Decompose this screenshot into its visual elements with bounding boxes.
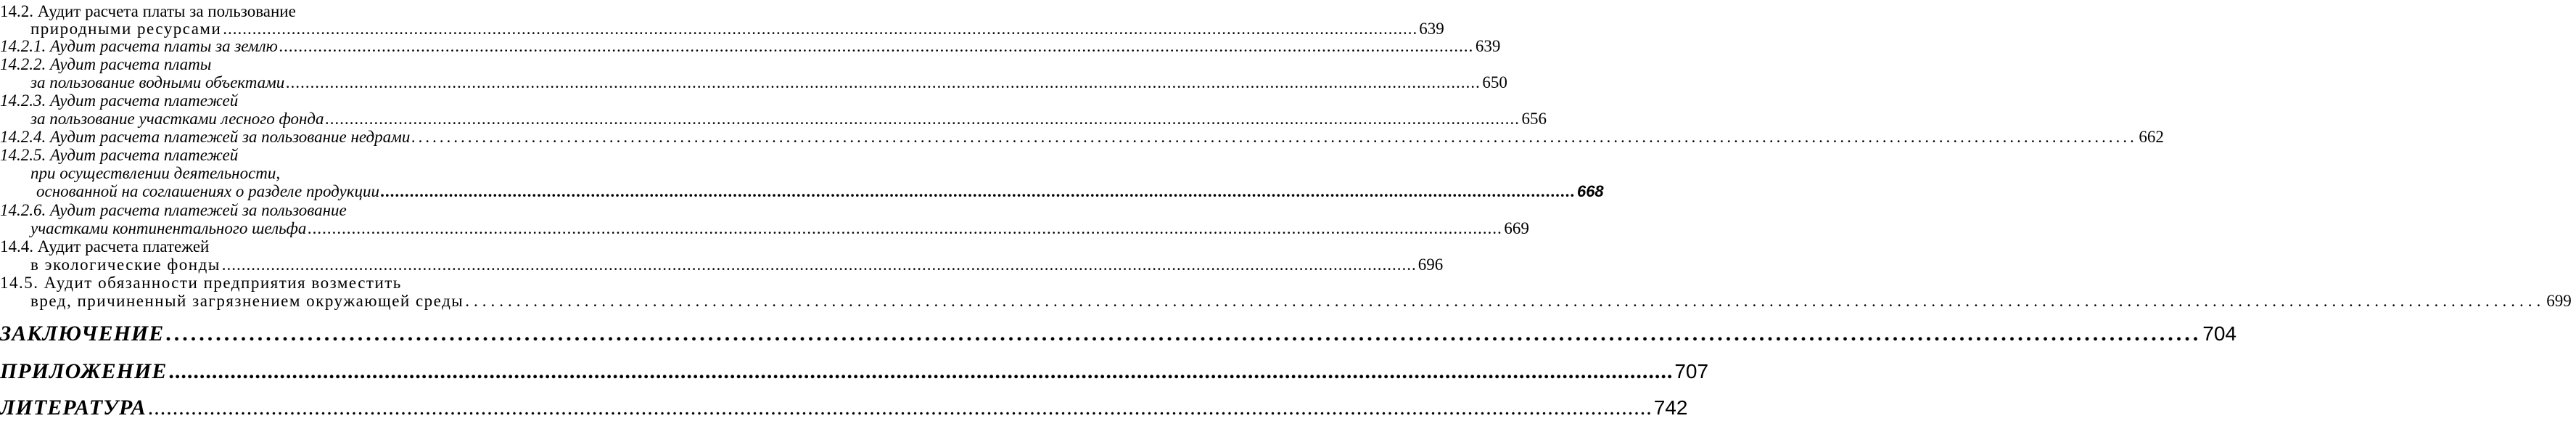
dot-leader [411,128,2137,146]
dot-leader [223,20,1417,38]
toc-entry-label: 14.5. Аудит обязанности предприятия возместить [0,274,402,292]
toc-entry-14-2-6-title [0,202,579,219]
toc-entry-label: за пользование водными объектами [30,73,285,91]
toc-entry-14-2-1 [0,37,1501,55]
dot-leader [381,183,1576,200]
toc-entry-14-5-title [0,274,579,292]
toc-entry-label: 14.2.5. Аудит расчета платежей [0,146,239,164]
toc-entry-14-2-5-line2 [0,165,609,182]
toc-entry-label: ЛИТЕРАТУРА [0,396,147,420]
toc-entry-label: 14.2. Аудит расчета платы за пользование [0,2,296,20]
dot-leader [222,256,1417,274]
toc-page-number: 639 [1419,20,1444,38]
toc-entry-label: 14.2.4. Аудит расчета платежей за пользование недрами [0,128,411,146]
toc-page-number: 656 [1521,110,1547,128]
toc-page-number: 742 [1653,396,1688,419]
toc-entry-literature [0,396,1688,421]
toc-entry-label: при осуществлении деятельности, [30,164,281,182]
toc-entry-label: ЗАКЛЮЧЕНИЕ [0,322,165,346]
toc-page-number: 662 [2139,128,2164,146]
dot-leader [326,110,1521,128]
toc-page-number: 707 [1674,360,1709,383]
toc-entry-label: природными ресурсами [30,20,222,38]
toc-entry-14-2-3-title [0,92,579,110]
toc-page-number: 704 [2202,322,2236,345]
toc-page-number: 650 [1482,73,1507,91]
toc-entry-label: за пользование участками лесного фонда [30,110,324,128]
dot-leader [165,322,2201,346]
toc-entry-label: 14.2.1. Аудит расчета платы за землю [0,37,278,55]
toc-entry-label: 14.4. Аудит расчета платежей [0,237,210,256]
dot-leader [168,360,1673,383]
toc-page-number: 668 [1576,182,1604,200]
toc-page-number: 669 [1504,219,1529,237]
toc-entry-14-2-6 [0,219,1529,237]
toc-entry-label: вред, причиненный загрязнением окружающей среды [30,292,464,310]
toc-entry-14-4 [0,256,1444,274]
dot-leader [286,74,1481,91]
toc-entry-14-2-5-title [0,147,579,164]
toc-entry-14-2-3 [0,110,1547,128]
toc-entry-label: 14.2.3. Аудит расчета платежей [0,91,239,110]
dot-leader [465,293,2545,310]
toc-entry-14-2-title [0,3,579,20]
toc-entry-14-2-2-title [0,56,579,73]
dot-leader [308,220,1502,237]
toc-entry-label: 14.2.2. Аудит расчета платы [0,55,212,73]
toc-entry-label: участками континентального шельфа [30,219,307,237]
toc-page-number: 699 [2546,292,2572,310]
toc-entry-14-4-title [0,238,579,256]
toc-entry-appendix [0,359,1709,385]
toc-entry-label: основанной на соглашениях о разделе продукции [36,182,379,200]
toc-entry-label: ПРИЛОЖЕНИЕ [0,359,168,383]
dot-leader [279,38,1474,55]
toc-page-number: 696 [1417,256,1444,274]
dot-leader [148,396,1653,420]
toc-entry-14-5 [0,292,2572,310]
toc-entry-14-2-4 [0,128,2164,146]
toc-entry-conclusion [0,322,2236,347]
toc-entry-14-2 [0,20,1444,38]
toc-page-number: 639 [1475,37,1501,55]
toc-entry-14-2-5 [0,182,1604,200]
toc-entry-14-2-2 [0,73,1507,91]
toc-entry-label: 14.2.6. Аудит расчета платежей за пользование [0,201,347,219]
toc-entry-label: в экологические фонды [30,256,221,274]
